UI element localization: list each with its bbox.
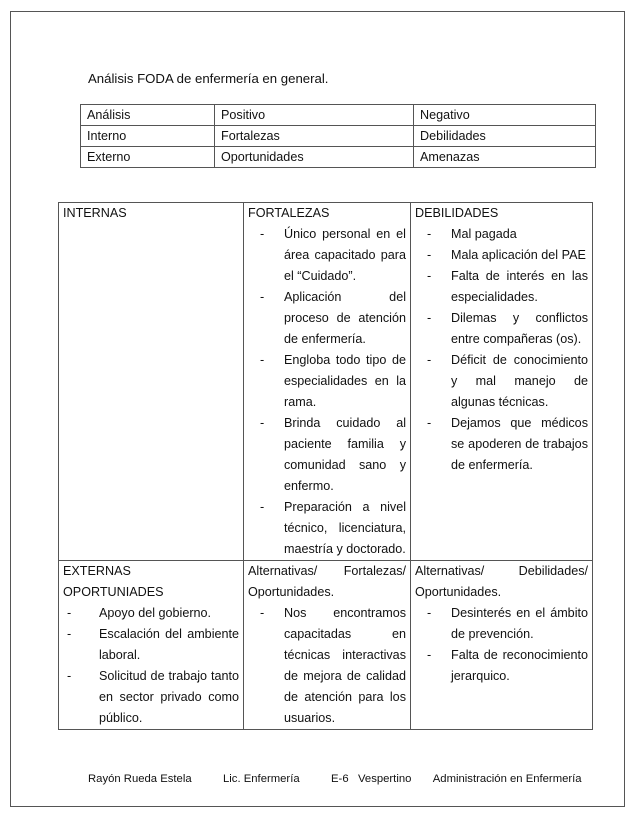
list-item <box>248 413 406 497</box>
list-item <box>63 666 239 729</box>
internas-cell <box>59 203 244 561</box>
list-item <box>248 350 406 413</box>
list-item <box>248 224 406 287</box>
list-item <box>63 624 239 666</box>
table-cell: Interno <box>81 126 215 147</box>
dash-bullet: - <box>67 606 72 620</box>
page-footer <box>88 773 582 785</box>
dash-bullet: - <box>427 311 432 325</box>
table-cell: Análisis <box>81 105 215 126</box>
list-item <box>63 603 239 624</box>
dash-bullet: - <box>260 290 265 304</box>
dash-bullet: - <box>427 353 432 367</box>
dash-bullet: - <box>260 500 265 514</box>
table-row <box>81 147 596 168</box>
list-item <box>415 350 588 413</box>
list-item <box>415 308 588 350</box>
list-item-text: Solicitud de trabajo tanto en sector privado como público. <box>99 669 239 725</box>
list-item-text: Mala aplicación del PAE <box>451 248 586 262</box>
table-cell: Negativo <box>414 105 596 126</box>
list-item-text: Dilemas y conflictos entre compañeras (os). <box>451 311 588 346</box>
debilidades-header: DEBILIDADES <box>415 206 499 220</box>
table-cell: Oportunidades <box>215 147 414 168</box>
list-item-text: Aplicación del proceso de atención de enfermería. <box>284 290 406 346</box>
alt-fortalezas-list <box>248 603 406 729</box>
alt-debilidades-cell <box>411 561 593 730</box>
list-item-text: Dejamos que médicos se apoderen de trabajos de enfermería. <box>451 416 588 472</box>
list-item <box>415 266 588 308</box>
oportunidades-list <box>63 603 239 729</box>
list-item <box>248 497 406 560</box>
table-cell: Amenazas <box>414 147 596 168</box>
dash-bullet: - <box>260 606 265 620</box>
list-item <box>248 287 406 350</box>
list-item <box>415 245 588 266</box>
footer-subject: Administración en Enfermería <box>432 773 582 785</box>
dash-bullet: - <box>427 248 432 262</box>
fortalezas-cell <box>244 203 411 561</box>
externas-cell <box>59 561 244 730</box>
list-item <box>415 645 588 687</box>
internas-label: INTERNAS <box>63 206 127 220</box>
footer-degree: Lic. Enfermería <box>223 773 300 785</box>
list-item-text: Mal pagada <box>451 227 517 241</box>
list-item-text: Único personal en el área capacitado para el “Cuidado”. <box>284 227 406 283</box>
document-title: Análisis FODA de enfermería en general. <box>88 71 329 86</box>
footer-author: Rayón Rueda Estela <box>88 773 192 785</box>
dash-bullet: - <box>67 627 72 641</box>
dash-bullet: - <box>427 416 432 430</box>
list-item-text: Déficit de conocimiento y mal manejo de algunas técnicas. <box>451 353 588 409</box>
table-cell: Positivo <box>215 105 414 126</box>
list-item-text: Nos encontramos capacitadas en técnicas interactivas de mejora de calidad de atención para los usuarios. <box>284 606 406 725</box>
list-item <box>415 413 588 476</box>
debilidades-list <box>415 224 588 476</box>
foda-table <box>58 202 593 730</box>
list-item <box>415 603 588 645</box>
list-item-text: Brinda cuidado al paciente familia y comunidad sano y enfermo. <box>284 416 406 493</box>
list-item <box>415 224 588 245</box>
summary-table <box>80 104 596 168</box>
list-item-text: Apoyo del gobierno. <box>99 606 212 620</box>
dash-bullet: - <box>427 606 432 620</box>
oportunidades-label: OPORTUNIADES <box>63 585 164 599</box>
dash-bullet: - <box>260 227 265 241</box>
dash-bullet: - <box>260 353 265 367</box>
dash-bullet: - <box>260 416 265 430</box>
alt-debilidades-list <box>415 603 588 687</box>
table-row <box>59 203 593 561</box>
table-cell: Debilidades <box>414 126 596 147</box>
table-cell: Fortalezas <box>215 126 414 147</box>
fortalezas-list <box>248 224 406 560</box>
externas-label: EXTERNAS <box>63 564 131 578</box>
list-item <box>248 603 406 729</box>
debilidades-cell <box>411 203 593 561</box>
alt-fortalezas-cell <box>244 561 411 730</box>
dash-bullet: - <box>427 269 432 283</box>
list-item-text: Desinterés en el ámbito de prevención. <box>451 606 588 641</box>
table-row <box>59 561 593 730</box>
fortalezas-header: FORTALEZAS <box>248 206 330 220</box>
list-item-text: Escalación del ambiente laboral. <box>99 627 239 662</box>
list-item-text: Engloba todo tipo de especialidades en la rama. <box>284 353 406 409</box>
alt-fortalezas-header: Alternativas/ Fortalezas/ Oportunidades. <box>248 564 406 599</box>
alt-debilidades-header: Alternativas/ Debilidades/ Oportunidades. <box>415 564 588 599</box>
table-row <box>81 126 596 147</box>
list-item-text: Falta de reconocimiento jerarquico. <box>451 648 588 683</box>
table-cell: Externo <box>81 147 215 168</box>
list-item-text: Preparación a nivel técnico, licenciatura, maestría y doctorado. <box>284 500 406 556</box>
dash-bullet: - <box>427 227 432 241</box>
list-item-text: Falta de interés en las especialidades. <box>451 269 588 304</box>
table-row <box>81 105 596 126</box>
dash-bullet: - <box>67 669 72 683</box>
footer-group: E-6 Vespertino <box>331 773 412 785</box>
dash-bullet: - <box>427 648 432 662</box>
